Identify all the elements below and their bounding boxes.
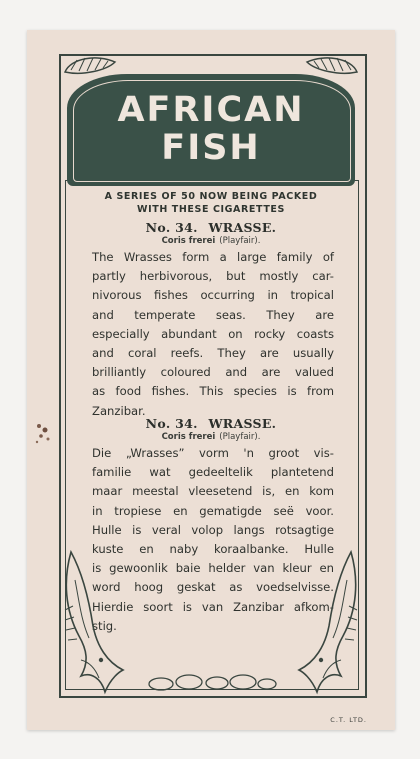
afrikaans-line: is gewoonlik baie helder van kleur en <box>92 561 334 576</box>
english-line: and coral reefs. They are usually <box>92 346 334 361</box>
english-card-number: No. 34. <box>145 220 198 235</box>
afrikaans-line: word hoog geskat as voedselvisse. <box>92 580 334 595</box>
english-scientific-name <box>57 236 365 246</box>
afrikaans-heading <box>57 416 365 431</box>
english-fish-name: WRASSE. <box>208 220 277 235</box>
english-line: The Wrasses form a large family of <box>92 250 334 264</box>
english-line: partly herbivorous, but mostly car- <box>92 269 334 284</box>
afrikaans-line: Die „Wrasses” vorm 'n groot vis- <box>92 446 334 460</box>
afrikaans-fish-name: WRASSE. <box>208 416 277 431</box>
maker-mark: C.T. LTD. <box>330 716 367 724</box>
afrikaans-line: stig. <box>92 618 117 633</box>
english-authority: (Playfair). <box>219 236 261 246</box>
series-subtitle-line-1: A SERIES OF 50 NOW BEING PACKED <box>104 191 318 202</box>
english-line: nivorous fishes occurring in tropical <box>92 288 334 303</box>
card-title-line-2: FISH <box>161 128 261 168</box>
english-description <box>92 248 334 421</box>
afrikaans-line: in tropiese en gematigde seë voor. <box>92 503 334 518</box>
english-line: and temperate seas. They are <box>92 307 334 322</box>
english-line: Zanzibar. <box>92 403 146 418</box>
afrikaans-line: familie wat gedeeltelik plantetend <box>92 465 334 480</box>
card-title-line-1: AFRICAN <box>117 90 305 130</box>
dolphin-ornament-icon <box>61 550 125 700</box>
shells-row-icon <box>147 670 277 692</box>
english-species: Coris frerei <box>161 236 216 246</box>
english-line: brilliantly coloured and are valued <box>92 365 334 380</box>
afrikaans-line: maar meestal vleesetend is, en kom <box>92 484 334 499</box>
english-line: especially abundant on rocky coasts <box>92 326 334 341</box>
series-subtitle-line-2: WITH THESE CIGARETTES <box>137 204 285 215</box>
afrikaans-scientific-name <box>57 432 365 442</box>
english-heading <box>57 220 365 235</box>
afrikaans-line: Hierdie soort is van Zanzibar afkom- <box>92 599 334 614</box>
shell-ornament-icon <box>303 52 361 78</box>
english-line: as food fishes. This species is from <box>92 384 334 399</box>
afrikaans-species: Coris frerei <box>161 432 216 442</box>
afrikaans-authority: (Playfair). <box>219 432 261 442</box>
stain-mark <box>33 420 55 448</box>
afrikaans-card-number: No. 34. <box>145 416 198 431</box>
shell-ornament-icon <box>61 52 119 78</box>
afrikaans-line: kuste en naby koraalbanke. Hulle <box>92 542 334 557</box>
cigarette-card <box>27 30 395 730</box>
dolphin-ornament-icon <box>297 550 361 700</box>
afrikaans-line: Hulle is veral volop langs rotsagtige <box>92 522 334 537</box>
